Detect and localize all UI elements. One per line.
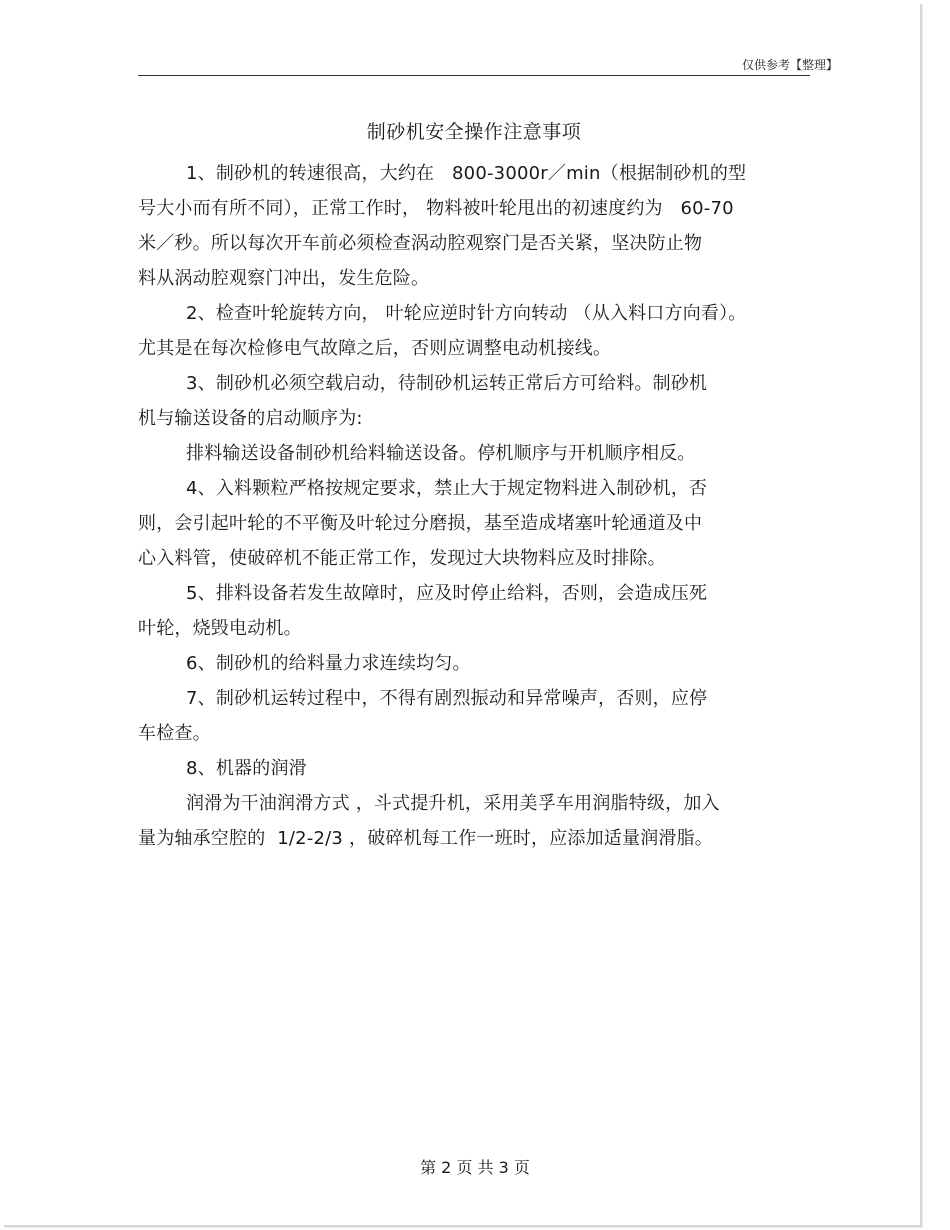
paragraph-4	[138, 436, 810, 471]
paragraph-line: 则，会引起叶轮的不平衡及叶轮过分磨损，基至造成堵塞叶轮通道及中	[138, 513, 703, 534]
paragraph-line: 量为轴承空腔的 1/2-2/3 ，破碎机每工作一班时，应添加适量润滑脂。	[138, 828, 713, 849]
paragraph-line: 号大小而有所不同），正常工作时， 物料被叶轮甩出的初速度约为 60-70	[138, 198, 734, 219]
paragraph-3	[138, 366, 810, 436]
paragraph-9	[138, 751, 810, 786]
paragraph-line: 1、制砂机的转速很高，大约在 800-3000r／min（根据制砂机的型	[186, 163, 747, 184]
paragraph-8	[138, 681, 810, 751]
footer-middle: 页 共	[456, 1158, 494, 1177]
paragraph-6	[138, 576, 810, 646]
footer-suffix: 页	[513, 1158, 530, 1177]
paragraph-1	[138, 156, 810, 296]
footer-page-number: 2	[441, 1158, 452, 1177]
paragraph-line: 润滑为干油润滑方式 ，斗式提升机，采用美孚车用润脂特级，加入	[186, 793, 720, 814]
footer-total-pages: 3	[498, 1158, 509, 1177]
paragraph-line: 4、入料颗粒严格按规定要求，禁止大于规定物料进入制砂机，否	[186, 478, 708, 499]
paragraph-2	[138, 296, 810, 366]
paragraph-line: 排料输送设备制砂机给料输送设备。停机顺序与开机顺序相反。	[186, 443, 696, 464]
footer-prefix: 第	[420, 1158, 437, 1177]
paragraph-10	[138, 786, 810, 856]
paragraph-line: 7、制砂机运转过程中，不得有剧烈振动和异常噪声，否则，应停	[186, 688, 708, 709]
header-rule	[138, 75, 810, 76]
paragraph-line: 叶轮，烧毁电动机。	[138, 618, 302, 639]
paragraph-line: 8、机器的润滑	[186, 758, 307, 779]
paragraph-line: 米／秒。所以每次开车前必须检查涡动腔观察门是否关紧，坚决防止物	[138, 233, 703, 254]
header-note: 仅供参考【整理】	[741, 58, 838, 72]
paragraph-line: 尤其是在每次检修电气故障之后，否则应调整电动机接线。	[138, 338, 612, 359]
paragraph-line: 料从涡动腔观察门冲出，发生危险。	[138, 268, 430, 289]
paragraph-line: 2、检查叶轮旋转方向， 叶轮应逆时针方向转动 （从入料口方向看）。	[186, 303, 747, 324]
paragraph-line: 3、制砂机必须空载启动，待制砂机运转正常后方可给料。制砂机	[186, 373, 708, 394]
document-body	[138, 156, 810, 856]
paragraph-line: 心入料管，使破碎机不能正常工作，发现过大块物料应及时排除。	[138, 548, 666, 569]
paragraph-line: 机与输送设备的启动顺序为:	[138, 408, 363, 429]
paragraph-line: 车检查。	[138, 723, 211, 744]
paragraph-line: 6、制砂机的给料量力求连续均匀。	[186, 653, 471, 674]
paragraph-line: 5、排料设备若发生故障时，应及时停止给料，否则，会造成压死	[186, 583, 708, 604]
paragraph-7	[138, 646, 810, 681]
paragraph-5	[138, 471, 810, 576]
document-title: 制砂机安全操作注意事项	[366, 121, 582, 143]
page-footer	[0, 1155, 950, 1178]
